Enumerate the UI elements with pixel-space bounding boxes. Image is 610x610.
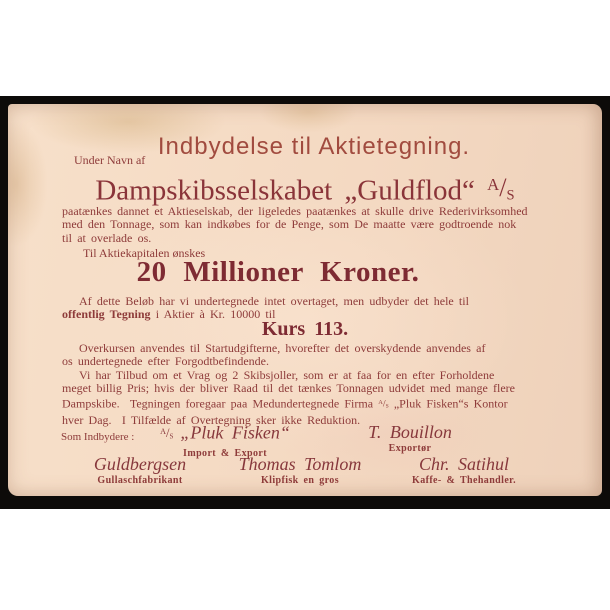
as-slash: / <box>382 397 386 409</box>
signatory-name: Guldbergsen <box>93 454 187 474</box>
signatory-title: Exportør <box>388 443 432 454</box>
company-name-prefix: Dampskibsselskabet <box>95 174 333 207</box>
signatory-name <box>160 422 290 447</box>
terms-line: hver Dag. I Tilfælde af Overtegning sker ikke Reduktion. <box>62 412 361 427</box>
offer-rest: i Aktier à Kr. 10000 til <box>150 307 276 322</box>
offer-bold-phrase: offentlig Tegning <box>62 307 151 322</box>
intro-line: med den Tonnage, som kan indkøbes for de Penge, som De maatte være godtroende nok <box>62 217 517 232</box>
as-bottom: S <box>385 403 389 410</box>
as-slash: / <box>499 173 507 203</box>
signatory-block <box>368 422 452 455</box>
scan-backdrop <box>0 96 610 509</box>
signatory-block <box>94 454 186 487</box>
postcard <box>8 104 602 496</box>
as-top: A <box>378 398 383 406</box>
as-top: A <box>160 427 166 436</box>
signatory-title: Import & Export <box>183 447 267 459</box>
signatory-name-text: „Pluk Fisken“ <box>180 422 290 443</box>
terms-line: Overkursen anvendes til Startudgifterne, hvorefter det overskydende anvendes af <box>79 341 486 355</box>
terms-line-part: Dampskibe. Tegningen foregaar paa Medundertegnede Firma <box>62 396 379 411</box>
terms-line: Vi har Tilbud om et Vrag og 2 Skibsjoller, som er at faa for en efter Forholdene <box>79 367 495 382</box>
terms-line-part: „Pluk Fisken“s Kontor <box>388 396 508 411</box>
as-bottom: S <box>506 187 515 204</box>
intro-paragraph <box>62 205 548 245</box>
capital-amount: 20 Millioner Kroner. <box>136 256 420 288</box>
signatory-title: Klipfisk en gros <box>260 475 339 486</box>
as-mark <box>160 422 173 447</box>
intro-line: paatænkes dannet et Aktieselskab, der ligeledes paatænkes at skulle drive Rederivirksomhed <box>62 204 528 218</box>
capital-intro: Til Aktiekapitalen ønskes <box>83 246 206 260</box>
company-name-quoted: „Guldflod“ <box>344 174 475 207</box>
subheading-intro: Under Navn af <box>74 153 146 167</box>
as-mark <box>378 396 388 414</box>
signatory-title: Kaffe- & Thehandler. <box>412 475 516 486</box>
terms-paragraph <box>62 342 548 427</box>
intro-line: til at overlade os. <box>62 230 152 245</box>
as-bottom: S <box>169 432 174 441</box>
kurs-line: Kurs 113. <box>261 318 349 340</box>
signatory-name: Thomas Tomlom <box>238 454 362 474</box>
signatory-name: Chr. Satihul <box>418 454 510 474</box>
terms-line <box>62 396 548 414</box>
card-heading: Indbydelse til Aktietegning. <box>157 133 471 160</box>
inviters-label: Som Indbydere : <box>61 431 135 443</box>
terms-line: os undertegnede efter Forgodtbefindende. <box>62 354 269 369</box>
signatory-block <box>412 454 516 487</box>
offer-line: Af dette Beløb har vi undertegnede intet overtaget, men udbyder det hele til <box>79 294 469 308</box>
signatory-name: T. Bouillon <box>368 422 452 442</box>
signatory-block <box>239 454 362 487</box>
as-top: A <box>487 175 500 194</box>
terms-line: meget billig Pris; hvis der bliver Raad til det tænkes Tonnagen udvidet med mange flere <box>62 381 515 396</box>
signatory-title: Gullaschfabrikant <box>97 475 183 486</box>
as-slash: / <box>165 425 170 440</box>
